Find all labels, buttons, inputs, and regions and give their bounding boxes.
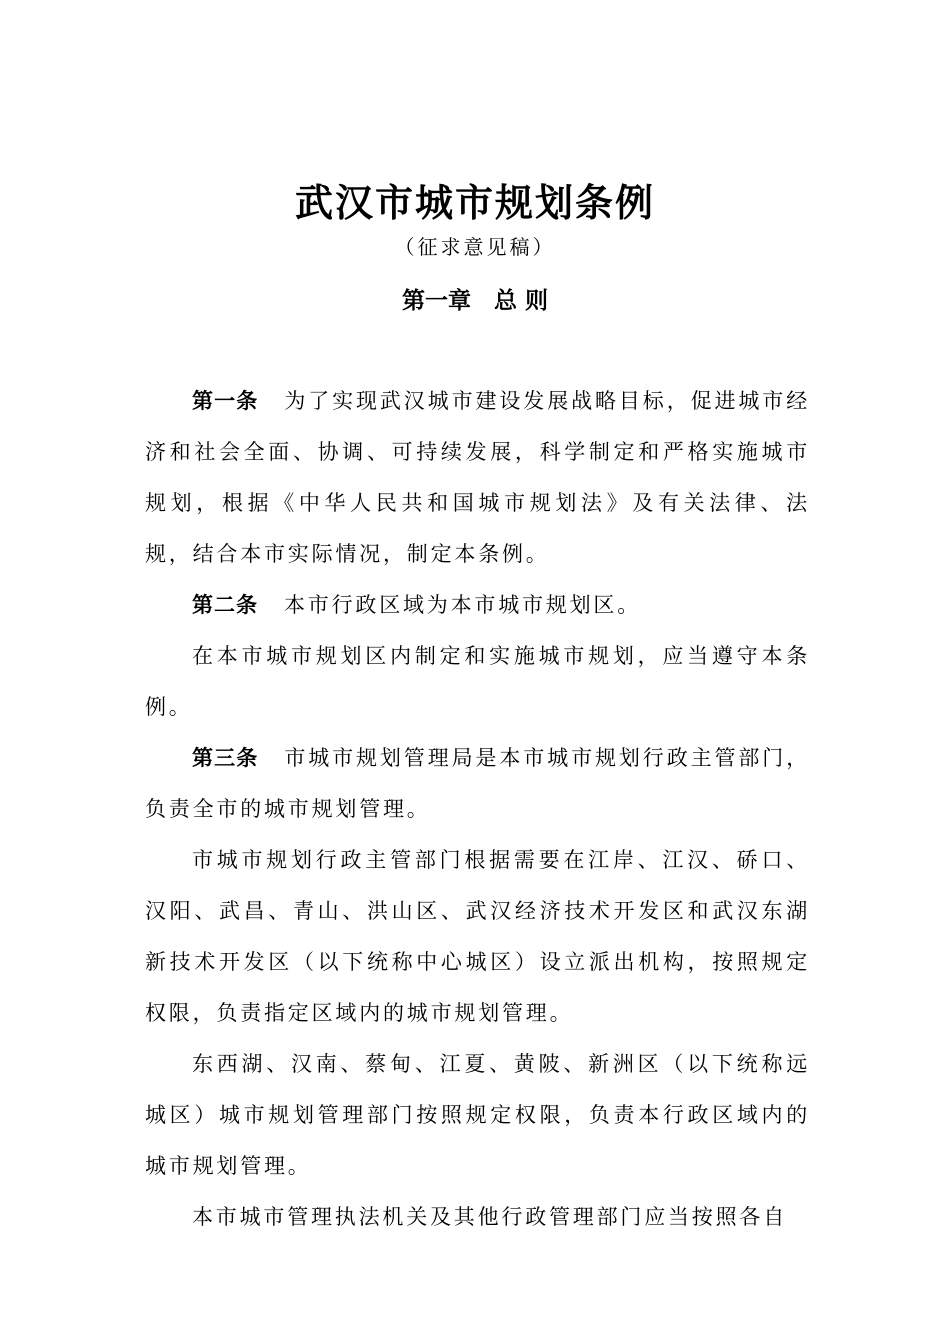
article-paragraph: [145, 733, 810, 835]
article-paragraph: [145, 580, 810, 631]
paragraph-text: 市城市规划行政主管部门根据需要在江岸、江汉、硚口、汉阳、武昌、青山、洪山区、武汉经济技术开发区和武汉东湖新技术开发区（以下统称中心城区）设立派出机构，按照规定权限，负责指定区域内的城市规划管理。: [145, 848, 810, 1025]
article-text: 市城市规划管理局是本市城市规划行政主管部门，负责全市的城市规划管理。: [145, 746, 811, 821]
paragraph-text: 在本市城市规划区内制定和实施城市规划，应当遵守本条例。: [145, 644, 810, 719]
article-text: 本市行政区域为本市城市规划区。: [284, 593, 641, 617]
body-paragraph: [145, 631, 810, 733]
body-paragraph: [145, 1039, 810, 1192]
document-body: [145, 376, 810, 1243]
body-paragraph: [145, 1192, 810, 1243]
paragraph-text: 东西湖、汉南、蔡甸、江夏、黄陂、新洲区（以下统称远城区）城市规划管理部门按照规定权限，负责本行政区域内的城市规划管理。: [145, 1052, 810, 1178]
article-paragraph: [145, 376, 810, 580]
article-label: 第一条: [192, 389, 259, 413]
chapter-heading: 第一章 总 则: [401, 288, 548, 314]
paragraph-text: 本市城市管理执法机关及其他行政管理部门应当按照各自: [192, 1205, 787, 1229]
article-label: 第二条: [192, 593, 258, 617]
article-label: 第三条: [192, 746, 259, 770]
article-text: 为了实现武汉城市建设发展战略目标，促进城市经济和社会全面、协调、可持续发展，科学制定和严格实施城市规划，根据《中华人民共和国城市规划法》及有关法律、法规，结合本市实际情况，制定本条例。: [145, 389, 811, 566]
document-title: 武汉市城市规划条例: [294, 181, 655, 225]
body-paragraph: [145, 835, 810, 1039]
document-subtitle: （征求意见稿）: [394, 235, 556, 259]
